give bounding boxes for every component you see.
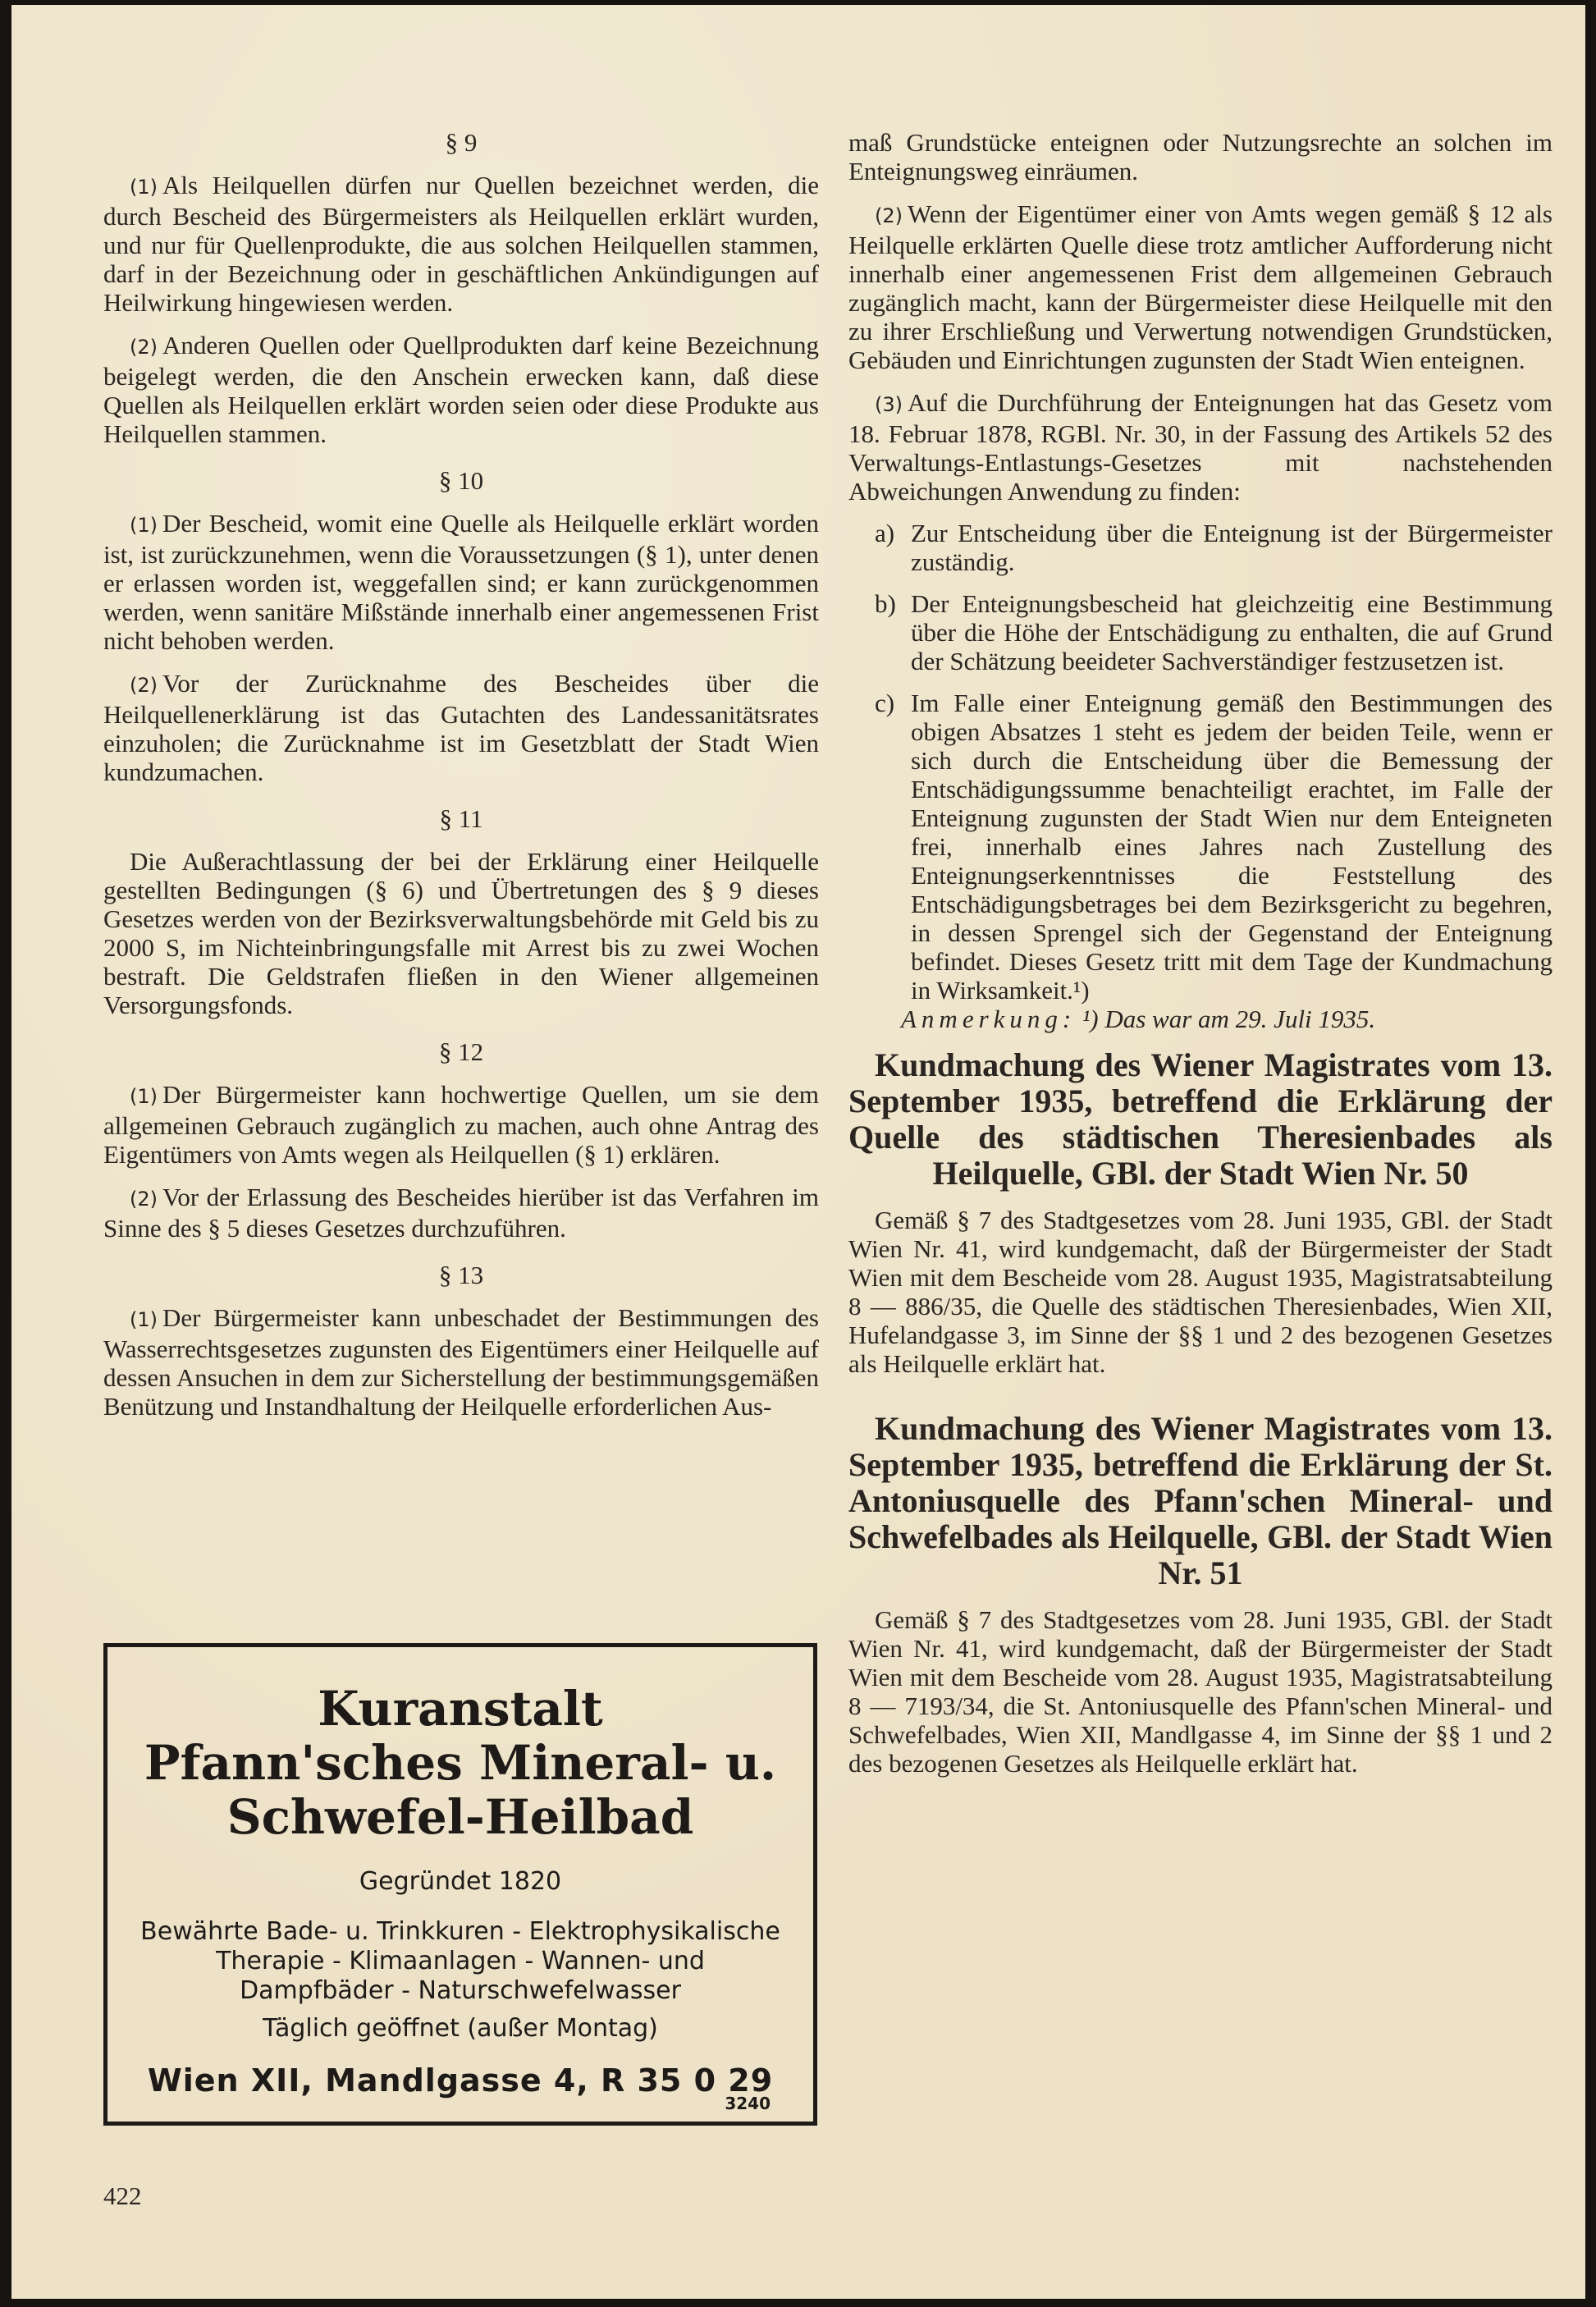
- list-label: b): [875, 589, 896, 618]
- paragraph-text: Vor der Erlassung des Bescheides hierüber ist das Verfahren im Sinne des § 5 dieses Gesetzes durchzuführen.: [103, 1183, 819, 1243]
- ad-description: Bewährte Bade- u. Trinkkuren - Elektrophysikalische Therapie - Klimaanlagen - Wannen- und Dampfbäder - Naturschwefelwasser: [140, 1917, 780, 2005]
- section-11-paragraph-1: Die Außerachtlassung der bei der Erklärung einer Heilquelle gestellten Bedingungen (§ 6) und Übertretungen des § 9 dieses Gesetzes werden von der Bezirksverwaltungsbehörde mit Geld bis zu 2000 S, im Nichteinbringungsfalle mit Arrest bis zu zwei Wochen bestraft. Die Geldstrafen fließen in den Wiener allgemeinen Versorgungsfonds.: [103, 847, 819, 1019]
- left-column: [103, 128, 819, 1421]
- footnote-label: Anmerkung:: [901, 1005, 1077, 1033]
- paragraph-text: Als Heilquellen dürfen nur Quellen bezeichnet werden, die durch Bescheid des Bürgermeisters als Heilquellen erklärt wurden, und nur für Quellenprodukte, die aus solchen Heilquellen stammen, darf in der Bezeichnung oder in geschäftlichen Ankündigungen auf Heilwirkung hingewiesen werden.: [103, 171, 819, 317]
- announcement-heading-51: Kundmachung des Wiener Magistrates vom 13. September 1935, betreffend die Erklärung der St. Antoniusquelle des Pfann'schen Mineral- und Schwefelbades als Heilquelle, GBl. der Stadt Wien Nr. 51: [848, 1410, 1553, 1591]
- section-10-paragraph-2: [103, 669, 819, 786]
- list-item-b: [848, 589, 1553, 675]
- section-12-title: § 12: [438, 1037, 484, 1066]
- paragraph-number: (1): [130, 1085, 158, 1108]
- document-page: [11, 5, 1585, 2299]
- ad-address: Wien XII, Mandlgasse 4, R 35 0 29: [147, 2062, 774, 2099]
- paragraph-number: (2): [130, 1188, 158, 1211]
- page-number: 422: [103, 2181, 142, 2210]
- ad-title-line-2: Pfann'sches Mineral- u.: [144, 1735, 777, 1791]
- section-11-title: § 11: [439, 804, 483, 833]
- paragraph-text: Anderen Quellen oder Quellprodukten darf keine Bezeichnung beigelegt werden, die den Anschein erwecken kann, daß diese Quellen als Heilquellen erklärt worden seien oder diese Produkte aus Heilquellen stammen.: [103, 331, 819, 448]
- list-text: Zur Entscheidung über die Enteignung ist der Bürgermeister zuständig.: [911, 519, 1553, 576]
- right-column: [848, 128, 1553, 1778]
- announcement-heading-50: Kundmachung des Wiener Magistrates vom 13. September 1935, betreffend die Erklärung der Quelle des städtischen Theresienbades als Heilquelle, GBl. der Stadt Wien Nr. 50: [848, 1046, 1553, 1192]
- paragraph-number: (1): [130, 176, 158, 199]
- list-text: Im Falle einer Enteignung gemäß den Bestimmungen des obigen Absatzes 1 steht es jedem der beiden Teile, wenn er sich durch die Entscheidung über die Bemessung der Entschädigungssumme benachteiligt erachtet, im Falle der Enteignung zugunsten der Stadt Wien nur dem Enteigneten frei, innerhalb eines Jahres nach Zustellung des Enteignungserkenntnisses die Feststellung des Entschädigungsbetrages bei dem Bezirksgericht zu begehren, in dessen Sprengel sich der Gegenstand der Enteignung befindet. Dieses Gesetz tritt mit dem Tage der Kundmachung in Wirksamkeit.¹): [911, 689, 1553, 1005]
- footnote: [848, 1005, 1553, 1033]
- section-9-paragraph-1: [103, 171, 819, 317]
- paragraph-number: (2): [130, 336, 158, 359]
- list-text: Der Enteignungsbescheid hat gleichzeitig eine Bestimmung über die Höhe der Entschädigung zu enthalten, die auf Grund der Schätzung beeideter Sachverständiger festzusetzen ist.: [911, 589, 1553, 675]
- list-label: c): [875, 689, 895, 717]
- paragraph-text: Vor der Zurücknahme des Bescheides über die Heilquellenerklärung ist das Gutachten des Landessanitätsrates einzuholen; die Zurücknahme ist im Gesetzblatt der Stadt Wien kundzumachen.: [103, 669, 819, 786]
- ad-founded: Gegründet 1820: [359, 1867, 562, 1896]
- footnote-text: ¹) Das war am 29. Juli 1935.: [1082, 1005, 1376, 1033]
- paragraph-text: Der Bescheid, womit eine Quelle als Heilquelle erklärt worden ist, ist zurückzunehmen, wenn die Voraussetzungen (§ 1), unter denen er erlassen worden ist, weggefallen sind; er kann zurückgenommen werden, wenn sanitäre Mißstände innerhalb einer angemessenen Frist nicht behoben werden.: [103, 509, 819, 655]
- paragraph-text: Wenn der Eigentümer einer von Amts wegen gemäß § 12 als Heilquelle erklärten Quelle diese trotz amtlicher Aufforderung nicht innerhalb einer angemessenen Frist dem allgemeinen Gebrauch zugänglich macht, kann der Bürgermeister diese Heilquelle mit den zu ihrer Erschließung und Verwertung notwendigen Grundstücken, Gebäuden und Einrichtungen zugunsten der Stadt Wien enteignen.: [848, 199, 1553, 374]
- section-12-paragraph-1: [103, 1080, 819, 1169]
- list-label: a): [875, 519, 895, 547]
- paragraph-text: Auf die Durchführung der Enteignungen hat das Gesetz vom 18. Februar 1878, RGBl. Nr. 30, in der Fassung des Artikels 52 des Verwaltungs-Entlastungs-Gesetzes mit nachstehenden Abweichungen Anwendung zu finden:: [848, 388, 1553, 506]
- paragraph-number: (2): [875, 204, 903, 227]
- list-item-a: [848, 519, 1553, 576]
- paragraph-number: (1): [130, 514, 158, 537]
- ad-code: 3240: [725, 2094, 771, 2113]
- paragraph-text: Der Bürgermeister kann unbeschadet der Bestimmungen des Wasserrechtsgesetzes zugunsten des Eigentümers einer Heilquelle auf dessen Ansuchen in dem zur Sicherstellung der bestimmungsgemäßen Benützung und Instandhaltung der Heilquelle erforderlichen Aus-: [103, 1303, 819, 1421]
- ad-title-line-1: Kuranstalt: [318, 1681, 603, 1737]
- ad-title-line-3: Schwefel-Heilbad: [226, 1789, 694, 1845]
- section-12-paragraph-2: [103, 1183, 819, 1243]
- advertisement-box: [103, 1643, 817, 2126]
- section-13-paragraph-3: [848, 388, 1553, 506]
- paragraph-number: (3): [875, 393, 903, 416]
- announcement-body-50: Gemäß § 7 des Stadtgesetzes vom 28. Juni 1935, GBl. der Stadt Wien Nr. 41, wird kundgemacht, daß der Bürgermeister der Stadt Wien mit dem Bescheide vom 28. August 1935, Magistratsabteilung 8 — 886/35, die Quelle des städtischen Theresienbades, Wien XII, Hufelandgasse 3, im Sinne der §§ 1 und 2 des bezogenen Gesetzes als Heilquelle erklärt hat.: [848, 1206, 1553, 1378]
- section-13-title: § 13: [438, 1261, 484, 1289]
- section-9-title: § 9: [445, 128, 478, 157]
- ad-hours: Täglich geöffnet (außer Montag): [263, 2014, 658, 2043]
- section-10-paragraph-1: [103, 509, 819, 655]
- announcement-body-51: Gemäß § 7 des Stadtgesetzes vom 28. Juni 1935, GBl. der Stadt Wien Nr. 41, wird kundgemacht, daß der Bürgermeister der Stadt Wien mit dem Bescheide vom 28. August 1935, Magistratsabteilung 8 — 7193/34, die St. Antoniusquelle des Pfann'schen Mineral- und Schwefelbades, Wien XII, Mandlgasse 4, im Sinne der §§ 1 und 2 des bezogenen Gesetzes als Heilquelle erklärt hat.: [848, 1605, 1553, 1778]
- section-13-paragraph-1: [103, 1303, 819, 1421]
- list-item-c: [848, 689, 1553, 1005]
- paragraph-text: Der Bürgermeister kann hochwertige Quellen, um sie dem allgemeinen Gebrauch zugänglich zu machen, auch ohne Antrag des Eigentümers von Amts wegen als Heilquellen (§ 1) erklären.: [103, 1080, 819, 1169]
- section-10-title: § 10: [438, 466, 484, 495]
- section-13-paragraph-2: [848, 199, 1553, 374]
- paragraph-number: (2): [130, 674, 158, 697]
- continued-paragraph: maß Grundstücke enteignen oder Nutzungsrechte an solchen im Enteignungsweg einräumen.: [848, 128, 1553, 185]
- paragraph-number: (1): [130, 1308, 158, 1331]
- section-9-paragraph-2: [103, 331, 819, 448]
